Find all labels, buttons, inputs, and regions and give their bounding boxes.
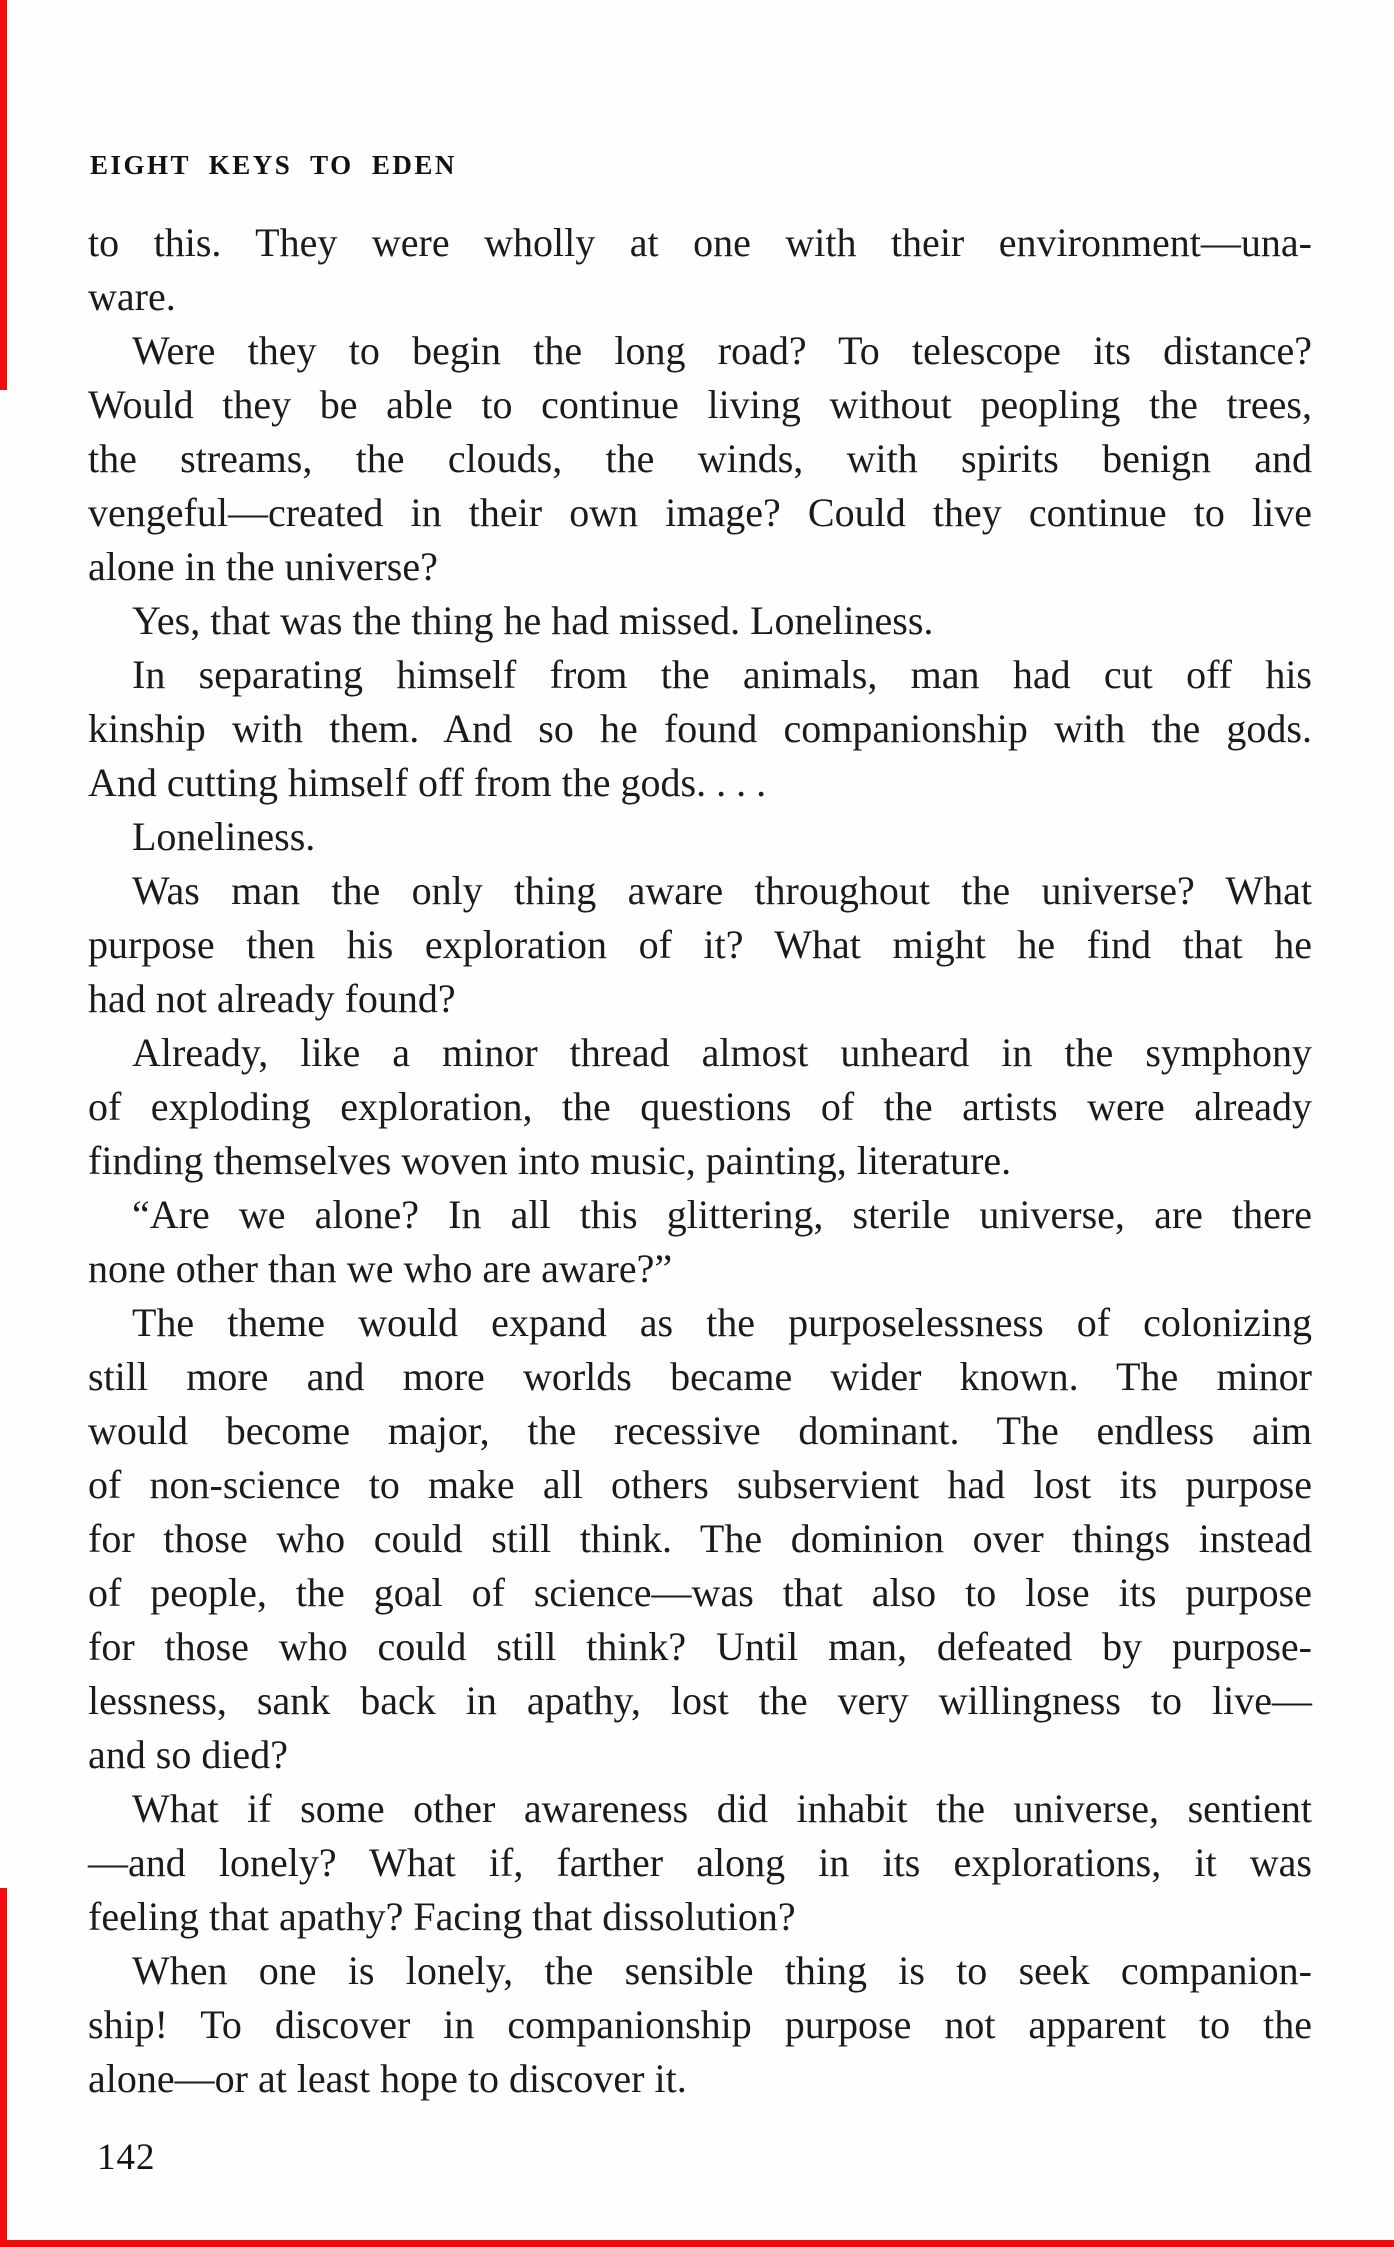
text-line: feeling that apathy? Facing that dissolution? bbox=[88, 1894, 796, 1939]
text-line: for those who could still think. The dominion over things instead bbox=[88, 1516, 1312, 1561]
paragraph-1 bbox=[88, 216, 1312, 324]
paragraph-5 bbox=[88, 810, 1312, 864]
text-line: ware. bbox=[88, 274, 176, 319]
text-line: When one is lonely, the sensible thing is to seek companion- bbox=[132, 1948, 1312, 1993]
paragraph-9 bbox=[88, 1296, 1312, 1782]
paragraph-10 bbox=[88, 1782, 1312, 1944]
text-line: In separating himself from the animals, man had cut off his bbox=[132, 652, 1312, 697]
body-text-column bbox=[88, 216, 1312, 2106]
text-line: kinship with them. And so he found companionship with the gods. bbox=[88, 706, 1312, 751]
paragraph-4 bbox=[88, 648, 1312, 810]
text-line: lessness, sank back in apathy, lost the very willingness to live— bbox=[88, 1678, 1312, 1723]
text-line: finding themselves woven into music, painting, literature. bbox=[88, 1138, 1012, 1183]
text-line: And cutting himself off from the gods. . . . bbox=[88, 760, 767, 805]
text-line: still more and more worlds became wider known. The minor bbox=[88, 1354, 1312, 1399]
text-line: —and lonely? What if, farther along in its explorations, it was bbox=[88, 1840, 1312, 1885]
page-number: 142 bbox=[97, 2137, 156, 2178]
text-line: of exploding exploration, the questions of the artists were already bbox=[88, 1084, 1312, 1129]
text-line: Yes, that was the thing he had missed. Loneliness. bbox=[132, 598, 934, 643]
text-line: of people, the goal of science—was that also to lose its purpose bbox=[88, 1570, 1312, 1615]
text-line: What if some other awareness did inhabit the universe, sentient bbox=[132, 1786, 1312, 1831]
text-line: alone in the universe? bbox=[88, 544, 438, 589]
text-line: had not already found? bbox=[88, 976, 456, 1021]
paragraph-8 bbox=[88, 1188, 1312, 1296]
text-line: Already, like a minor thread almost unheard in the symphony bbox=[132, 1030, 1312, 1075]
paragraph-7 bbox=[88, 1026, 1312, 1188]
text-line: The theme would expand as the purposelessness of colonizing bbox=[132, 1300, 1312, 1345]
text-line: none other than we who are aware?” bbox=[88, 1246, 673, 1291]
text-line: and so died? bbox=[88, 1732, 288, 1777]
scan-edge-mark-bottom bbox=[0, 2240, 1394, 2247]
text-line: alone—or at least hope to discover it. bbox=[88, 2056, 687, 2101]
text-line: of non-science to make all others subservient had lost its purpose bbox=[88, 1462, 1312, 1507]
text-line: Loneliness. bbox=[132, 814, 316, 859]
paragraph-2 bbox=[88, 324, 1312, 594]
text-line: would become major, the recessive dominant. The endless aim bbox=[88, 1408, 1312, 1453]
scan-edge-mark-left-top bbox=[0, 0, 7, 390]
text-line: vengeful—created in their own image? Could they continue to live bbox=[88, 490, 1312, 535]
text-line: Were they to begin the long road? To telescope its distance? bbox=[132, 328, 1312, 373]
paragraph-6 bbox=[88, 864, 1312, 1026]
text-line: Would they be able to continue living without peopling the trees, bbox=[88, 382, 1312, 427]
text-line: ship! To discover in companionship purpose not apparent to the bbox=[88, 2002, 1312, 2047]
text-line: for those who could still think? Until man, defeated by purpose- bbox=[88, 1624, 1312, 1669]
text-line: to this. They were wholly at one with their environment—una- bbox=[88, 220, 1312, 265]
text-line: “Are we alone? In all this glittering, sterile universe, are there bbox=[132, 1192, 1312, 1237]
text-line: the streams, the clouds, the winds, with spirits benign and bbox=[88, 436, 1312, 481]
paragraph-11 bbox=[88, 1944, 1312, 2106]
scan-edge-mark-left-bottom bbox=[0, 1888, 7, 2247]
text-line: Was man the only thing aware throughout the universe? What bbox=[132, 868, 1312, 913]
paragraph-3 bbox=[88, 594, 1312, 648]
text-line: purpose then his exploration of it? What might he find that he bbox=[88, 922, 1312, 967]
running-header-title: EIGHT KEYS TO EDEN bbox=[90, 150, 457, 180]
